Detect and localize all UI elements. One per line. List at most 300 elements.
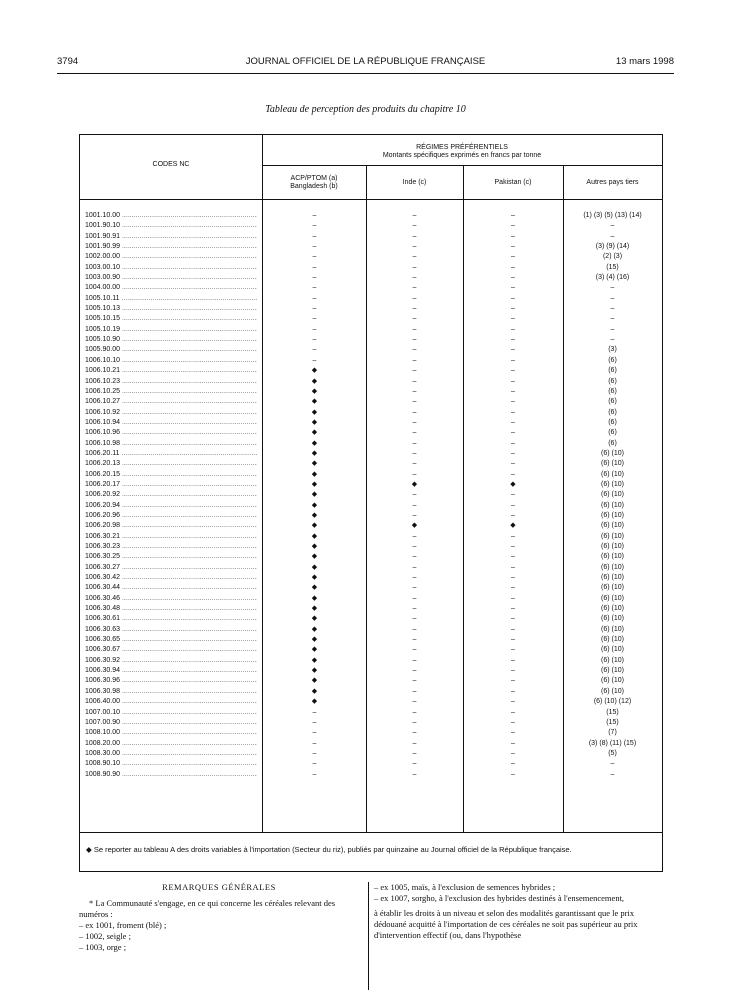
inde-value: –	[412, 656, 417, 664]
nc-code: 1006.10.23 .....	[85, 377, 257, 387]
nc-code: 1006.30.92 .....	[85, 656, 257, 666]
inde-value: –	[412, 749, 417, 757]
remarks-intro: * La Communauté s'engage, en ce qui concerne les céréales relevant des numéros :	[79, 898, 336, 919]
autres-value: (3) (9) (14)	[595, 243, 630, 251]
table-row	[80, 449, 662, 459]
nc-code: 1006.30.96 .....	[85, 676, 257, 686]
pakistan-value: ◆	[510, 480, 516, 488]
table-row	[80, 211, 662, 221]
acp-value: –	[312, 708, 317, 716]
autres-value: –	[610, 232, 615, 240]
table-row	[80, 583, 662, 593]
col-header-acp	[262, 175, 366, 191]
pakistan-value: –	[511, 418, 515, 426]
pakistan-value: –	[511, 749, 515, 757]
inde-value: –	[412, 398, 417, 406]
acp-value: ◆	[311, 522, 318, 530]
table-row	[80, 687, 662, 697]
inde-value: –	[412, 584, 417, 592]
table-row	[80, 470, 662, 480]
autres-value: (6)	[608, 356, 617, 364]
remarks-left-column	[79, 898, 364, 953]
inde-value: –	[412, 625, 417, 633]
issue-date: 13 mars 1998	[615, 56, 674, 67]
pakistan-value: –	[511, 615, 515, 623]
table-row	[80, 221, 662, 231]
header-rule-group	[262, 165, 662, 166]
autres-value: (6)	[608, 387, 617, 395]
acp-value: ◆	[311, 480, 318, 488]
acp-value: ◆	[311, 377, 318, 385]
page-number: 3794	[57, 56, 79, 67]
autres-value: (3) (8) (11) (15)	[588, 739, 637, 747]
inde-value: –	[412, 284, 417, 292]
inde-value: –	[412, 563, 417, 571]
inde-value: –	[412, 346, 417, 354]
nc-code: 1006.20.15 .....	[85, 470, 257, 480]
table-row	[80, 563, 662, 573]
acp-value: –	[312, 325, 317, 333]
nc-code: 1008.10.00 .....	[85, 728, 257, 738]
pakistan-value: –	[511, 636, 515, 644]
acp-value: –	[312, 346, 317, 354]
autres-value: –	[610, 294, 615, 302]
table-row	[80, 614, 662, 624]
nc-code: 1003.00.10 .....	[85, 263, 257, 273]
acp-value: ◆	[311, 439, 318, 447]
pakistan-value: –	[511, 532, 515, 540]
remarks-item: – 1003, orge ;	[79, 942, 127, 952]
pakistan-value: –	[511, 760, 515, 768]
pakistan-value: –	[511, 667, 515, 675]
pakistan-value: –	[511, 325, 515, 333]
nc-code: 1006.30.48 .....	[85, 604, 257, 614]
col-header-codes: CODES NC	[152, 161, 190, 168]
pakistan-value: –	[511, 574, 515, 582]
nc-code: 1006.10.96 .....	[85, 428, 257, 438]
pakistan-value: –	[511, 315, 515, 323]
pakistan-value: –	[511, 212, 515, 219]
body-rule-bottom	[80, 832, 662, 833]
table-row	[80, 366, 662, 376]
nc-code: 1005.10.13 .....	[85, 304, 257, 314]
autres-value: (6)	[608, 408, 617, 416]
group-subtitle: Montants spécifiques exprimés en francs par tonne	[382, 152, 542, 159]
table-row	[80, 759, 662, 769]
col-header-acp-line1: ACP/PTOM (a)	[290, 175, 338, 182]
autres-value: (6)	[608, 377, 617, 385]
table-row	[80, 273, 662, 283]
autres-value: (6) (10)	[601, 522, 624, 530]
autres-value: (6) (10)	[601, 511, 624, 519]
inde-value: –	[412, 532, 417, 540]
table-row	[80, 335, 662, 345]
acp-value: –	[312, 263, 317, 271]
nc-code: 1006.30.61 .....	[85, 614, 257, 624]
pakistan-value: –	[511, 470, 515, 478]
pakistan-value: –	[511, 222, 515, 230]
table-row	[80, 521, 662, 531]
inde-value: –	[412, 594, 417, 602]
table-row	[80, 635, 662, 645]
acp-value: ◆	[311, 605, 318, 613]
pakistan-value: –	[511, 336, 515, 344]
acp-value: ◆	[311, 532, 318, 540]
acp-value: –	[312, 760, 317, 768]
autres-value: –	[610, 222, 615, 230]
nc-code: 1006.20.92 .....	[85, 490, 257, 500]
autres-value: (6) (10)	[601, 677, 624, 685]
acp-value: –	[312, 356, 317, 364]
inde-value: –	[412, 222, 417, 230]
nc-code: 1006.10.92 .....	[85, 408, 257, 418]
inde-value: –	[412, 408, 417, 416]
pakistan-value: ◆	[510, 522, 516, 530]
pakistan-value: –	[511, 408, 515, 416]
inde-value: –	[412, 377, 417, 385]
acp-value: ◆	[311, 574, 318, 582]
pakistan-value: –	[511, 294, 515, 302]
acp-value: ◆	[311, 698, 318, 706]
table-row	[80, 418, 662, 428]
autres-value: (15)	[606, 708, 619, 716]
pakistan-value: –	[511, 677, 515, 685]
pakistan-value: –	[511, 605, 515, 613]
table-row	[80, 728, 662, 738]
inde-value: –	[412, 305, 417, 313]
nc-code: 1005.10.11 .....	[85, 294, 257, 304]
nc-code: 1006.30.25 .....	[85, 552, 257, 562]
perception-table	[79, 134, 663, 872]
autres-value: (6) (10)	[601, 656, 624, 664]
autres-value: (6) (10)	[601, 646, 624, 654]
nc-code: 1006.30.63 .....	[85, 625, 257, 635]
inde-value: –	[412, 470, 417, 478]
pakistan-value: –	[511, 729, 515, 737]
nc-code: 1006.30.42 .....	[85, 573, 257, 583]
autres-value: (6)	[608, 429, 617, 437]
nc-code: 1006.30.98 .....	[85, 687, 257, 697]
inde-value: ◆	[411, 522, 418, 530]
table-row	[80, 749, 662, 759]
autres-value: (6)	[608, 439, 617, 447]
pakistan-value: –	[511, 439, 515, 447]
table-row	[80, 718, 662, 728]
remarks-right-column	[374, 882, 664, 941]
nc-code: 1005.10.15 .....	[85, 314, 257, 324]
autres-value: –	[610, 336, 615, 344]
table-row	[80, 511, 662, 521]
inde-value: –	[412, 418, 417, 426]
autres-value: (6) (10) (12)	[593, 698, 632, 706]
acp-value: –	[312, 222, 317, 230]
nc-code: 1008.90.10 .....	[85, 759, 257, 769]
pakistan-value: –	[511, 656, 515, 664]
pakistan-value: –	[511, 584, 515, 592]
nc-code: 1006.30.94 .....	[85, 666, 257, 676]
table-row	[80, 573, 662, 583]
table-row	[80, 552, 662, 562]
table-row	[80, 232, 662, 242]
acp-value: ◆	[311, 408, 318, 416]
acp-value: ◆	[311, 543, 318, 550]
acp-value: –	[312, 770, 317, 778]
inde-value: –	[412, 543, 417, 550]
autres-value: –	[610, 760, 615, 768]
inde-value: –	[412, 718, 417, 726]
pakistan-value: –	[511, 687, 515, 695]
autres-value: (6) (10)	[601, 594, 624, 602]
table-row	[80, 356, 662, 366]
autres-value: (6) (10)	[601, 615, 624, 623]
table-row	[80, 625, 662, 635]
autres-value: (7)	[608, 729, 617, 737]
pakistan-value: –	[511, 553, 515, 561]
nc-code: 1004.00.00 .....	[85, 283, 257, 293]
acp-value: ◆	[311, 449, 318, 457]
nc-code: 1001.90.10 .....	[85, 221, 257, 231]
pakistan-value: –	[511, 770, 515, 778]
table-row	[80, 377, 662, 387]
pakistan-value: –	[511, 718, 515, 726]
acp-value: –	[312, 284, 317, 292]
inde-value: –	[412, 253, 417, 261]
acp-value: ◆	[311, 594, 318, 602]
autres-value: (6)	[608, 418, 617, 426]
inde-value: –	[412, 553, 417, 561]
table-row	[80, 283, 662, 293]
journal-title: JOURNAL OFFICIEL DE LA RÉPUBLIQUE FRANÇAISE	[245, 56, 486, 67]
pakistan-value: –	[511, 232, 515, 240]
autres-value: –	[610, 770, 615, 778]
pakistan-value: –	[511, 305, 515, 313]
table-row	[80, 501, 662, 511]
table-row	[80, 697, 662, 707]
acp-value: ◆	[311, 553, 318, 561]
table-body	[80, 211, 662, 780]
autres-value: –	[610, 284, 615, 292]
table-row	[80, 408, 662, 418]
inde-value: –	[412, 677, 417, 685]
table-row	[80, 490, 662, 500]
pakistan-value: –	[511, 253, 515, 261]
inde-value: –	[412, 439, 417, 447]
acp-value: –	[312, 243, 317, 251]
pakistan-value: –	[511, 367, 515, 375]
inde-value: –	[412, 263, 417, 271]
acp-value: ◆	[311, 511, 318, 519]
table-row	[80, 645, 662, 655]
nc-code: 1008.30.00 .....	[85, 749, 257, 759]
inde-value: –	[412, 243, 417, 251]
autres-value: (6) (10)	[601, 480, 624, 488]
inde-value: –	[412, 315, 417, 323]
table-row	[80, 708, 662, 718]
table-row	[80, 459, 662, 469]
group-title: RÉGIMES PRÉFÉRENTIELS	[416, 144, 508, 151]
acp-value: ◆	[311, 615, 318, 623]
acp-value: –	[312, 739, 317, 747]
nc-code: 1005.10.19 .....	[85, 325, 257, 335]
pakistan-value: –	[511, 511, 515, 519]
nc-code: 1006.30.65 .....	[85, 635, 257, 645]
column-divider	[368, 882, 369, 990]
acp-value: –	[312, 274, 317, 282]
inde-value: –	[412, 646, 417, 654]
acp-value: ◆	[311, 667, 318, 675]
inde-value: –	[412, 687, 417, 695]
pakistan-value: –	[511, 625, 515, 633]
nc-code: 1006.10.10 .....	[85, 356, 257, 366]
pakistan-value: –	[511, 708, 515, 716]
pakistan-value: –	[511, 387, 515, 395]
nc-code: 1006.10.27 .....	[85, 397, 257, 407]
inde-value: –	[412, 449, 417, 457]
autres-value: (6) (10)	[601, 501, 624, 509]
nc-code: 1006.10.98 .....	[85, 439, 257, 449]
nc-code: 1006.30.46 .....	[85, 594, 257, 604]
autres-value: (6) (10)	[601, 543, 624, 550]
header-rule	[57, 73, 674, 74]
pakistan-value: –	[511, 449, 515, 457]
table-row	[80, 397, 662, 407]
inde-value: ◆	[411, 480, 418, 488]
nc-code: 1007.00.10 .....	[85, 708, 257, 718]
inde-value: –	[412, 429, 417, 437]
pakistan-value: –	[511, 698, 515, 706]
acp-value: –	[312, 718, 317, 726]
acp-value: ◆	[311, 387, 318, 395]
nc-code: 1006.20.94 .....	[85, 501, 257, 511]
table-row	[80, 666, 662, 676]
nc-code: 1006.20.96 .....	[85, 511, 257, 521]
acp-value: ◆	[311, 656, 318, 664]
acp-value: –	[312, 749, 317, 757]
inde-value: –	[412, 760, 417, 768]
autres-value: (15)	[606, 263, 619, 271]
acp-value: –	[312, 729, 317, 737]
autres-value: (6) (10)	[601, 553, 624, 561]
acp-value: ◆	[311, 491, 318, 499]
acp-value: –	[312, 253, 317, 261]
nc-code: 1001.90.91 .....	[85, 232, 257, 242]
nc-code: 1006.20.98 .....	[85, 521, 257, 531]
acp-value: ◆	[311, 398, 318, 406]
acp-value: –	[312, 232, 317, 240]
table-row	[80, 604, 662, 614]
col-header-inde: Inde (c)	[402, 179, 427, 186]
table-row	[80, 263, 662, 273]
inde-value: –	[412, 667, 417, 675]
autres-value: (6) (10)	[601, 667, 624, 675]
inde-value: –	[412, 294, 417, 302]
pakistan-value: –	[511, 739, 515, 747]
acp-value: ◆	[311, 563, 318, 571]
nc-code: 1008.90.90 .....	[85, 770, 257, 780]
inde-value: –	[412, 232, 417, 240]
acp-value: ◆	[311, 460, 318, 468]
table-row	[80, 345, 662, 355]
nc-code: 1007.00.90 .....	[85, 718, 257, 728]
autres-value: (6) (10)	[601, 470, 624, 478]
pakistan-value: –	[511, 274, 515, 282]
col-header-autres: Autres pays tiers	[586, 179, 639, 186]
pakistan-value: –	[511, 646, 515, 654]
autres-value: –	[610, 315, 615, 323]
inde-value: –	[412, 501, 417, 509]
pakistan-value: –	[511, 243, 515, 251]
pakistan-value: –	[511, 263, 515, 271]
autres-value: –	[610, 325, 615, 333]
pakistan-value: –	[511, 460, 515, 468]
remarks-item: – ex 1001, froment (blé) ;	[79, 920, 167, 930]
table-footnote: ◆ Se reporter au tableau A des droits variables à l'importation (Secteur du riz), publiés par quinzaine au Journal officiel de la République française.	[86, 845, 572, 854]
table-row	[80, 532, 662, 542]
inde-value: –	[412, 770, 417, 778]
table-row	[80, 594, 662, 604]
autres-value: (3) (4) (16)	[595, 274, 630, 282]
table-row	[80, 294, 662, 304]
remarks-item: – ex 1007, sorgho, à l'exclusion des hybrides destinés à l'ensemencement,	[374, 893, 625, 903]
inde-value: –	[412, 212, 417, 219]
inde-value: –	[412, 460, 417, 468]
pakistan-value: –	[511, 563, 515, 571]
table-row	[80, 439, 662, 449]
autres-value: (6) (10)	[601, 449, 624, 457]
inde-value: –	[412, 511, 417, 519]
autres-value: (6) (10)	[601, 532, 624, 540]
nc-code: 1003.00.90 .....	[85, 273, 257, 283]
nc-code: 1001.90.99 .....	[85, 242, 257, 252]
autres-value: (6) (10)	[601, 625, 624, 633]
pakistan-value: –	[511, 491, 515, 499]
acp-value: ◆	[311, 584, 318, 592]
nc-code: 1006.20.11 .....	[85, 449, 257, 459]
autres-value: (6)	[608, 398, 617, 406]
pakistan-value: –	[511, 501, 515, 509]
autres-value: –	[610, 305, 615, 313]
acp-value: ◆	[311, 677, 318, 685]
pakistan-value: –	[511, 543, 515, 550]
autres-value: (6) (10)	[601, 563, 624, 571]
inde-value: –	[412, 367, 417, 375]
nc-code: 1008.20.00 .....	[85, 739, 257, 749]
autres-value: (5)	[608, 749, 617, 757]
nc-code: 1006.30.67 .....	[85, 645, 257, 655]
inde-value: –	[412, 574, 417, 582]
col-header-pakistan: Pakistan (c)	[494, 179, 532, 186]
autres-value: (6) (10)	[601, 491, 624, 499]
nc-code: 1006.20.13 .....	[85, 459, 257, 469]
table-row	[80, 542, 662, 552]
table-caption: Tableau de perception des produits du chapitre 10	[265, 104, 466, 115]
inde-value: –	[412, 356, 417, 364]
page-header	[57, 56, 674, 70]
nc-code: 1005.10.90 .....	[85, 335, 257, 345]
table-row	[80, 656, 662, 666]
nc-code: 1006.30.44 .....	[85, 583, 257, 593]
autres-value: (6) (10)	[601, 605, 624, 613]
table-row	[80, 480, 662, 490]
autres-value: (6) (10)	[601, 584, 624, 592]
nc-code: 1006.10.21 .....	[85, 366, 257, 376]
nc-code: 1006.10.94 .....	[85, 418, 257, 428]
inde-value: –	[412, 615, 417, 623]
acp-value: ◆	[311, 501, 318, 509]
table-row	[80, 252, 662, 262]
nc-code: 1005.90.00 .....	[85, 345, 257, 355]
nc-code: 1006.30.23 .....	[85, 542, 257, 552]
